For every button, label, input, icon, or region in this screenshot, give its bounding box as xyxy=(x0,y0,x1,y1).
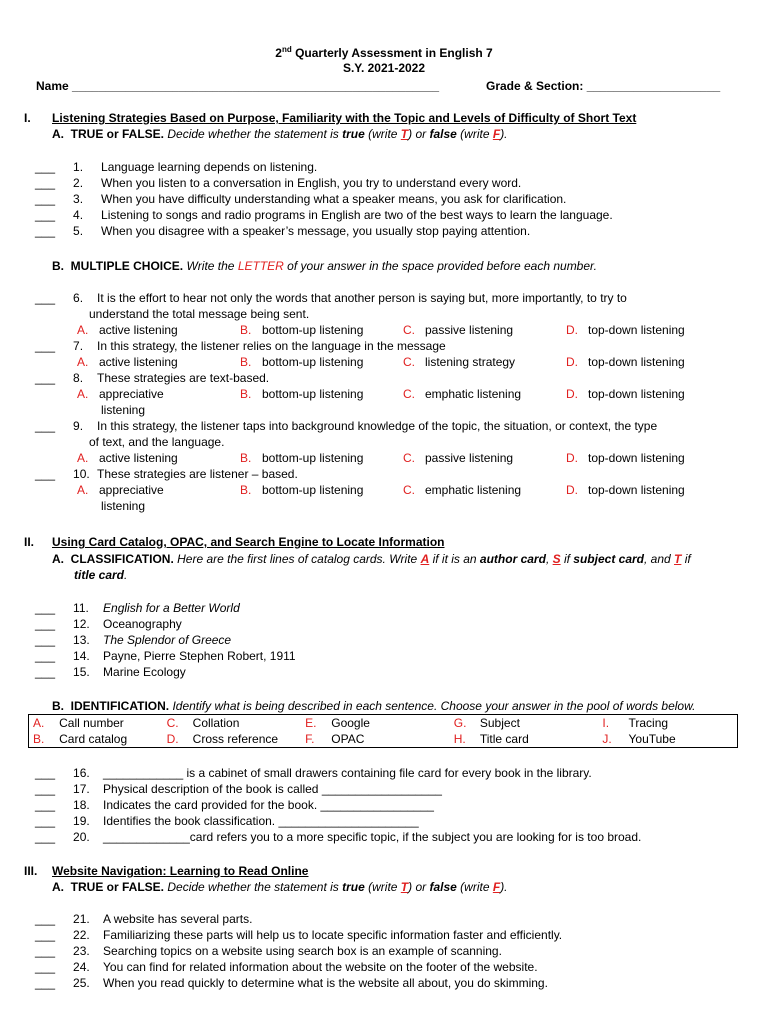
answer-blank[interactable]: ___ xyxy=(35,665,56,679)
choice-letter: B. xyxy=(240,451,252,465)
word-pool-letter: I. xyxy=(602,716,610,730)
question-text: Language learning depends on listening. xyxy=(101,160,318,174)
word-pool-letter: G. xyxy=(453,716,467,730)
section-2-title: Using Card Catalog, OPAC, and Search Engine to Locate Information xyxy=(52,535,445,549)
question-number: 18. xyxy=(73,798,90,812)
question-text: ____________ is a cabinet of small drawers containing file card for every book in the library. xyxy=(103,766,592,780)
word-pool-letter: B. xyxy=(33,732,45,746)
choice-text: passive listening xyxy=(425,451,514,465)
choice-option[interactable] xyxy=(240,450,363,466)
answer-blank[interactable]: ___ xyxy=(35,944,56,958)
question-text: _____________card refers you to a more specific topic, if the subject you are looking for is too broad. xyxy=(103,830,642,844)
answer-blank[interactable]: ___ xyxy=(35,814,56,828)
word-pool-letter: J. xyxy=(602,732,612,746)
section-1-number: I. xyxy=(24,111,31,125)
question-row xyxy=(35,338,446,354)
word-pool-row xyxy=(29,731,738,748)
choice-text: top-down listening xyxy=(588,355,685,369)
choice-letter: D. xyxy=(566,483,578,497)
question-row xyxy=(35,975,548,991)
question-row xyxy=(35,290,627,306)
word-pool-word: Title card xyxy=(479,732,529,746)
choice-option[interactable] xyxy=(240,322,363,338)
choice-option[interactable] xyxy=(566,450,685,466)
choice-option[interactable] xyxy=(240,386,363,402)
choice-text: bottom-up listening xyxy=(262,483,364,497)
word-pool-letter: C. xyxy=(166,716,179,730)
choice-option[interactable] xyxy=(77,386,164,402)
choice-option[interactable] xyxy=(566,354,685,370)
choice-text: active listening xyxy=(99,451,178,465)
question-row xyxy=(35,632,231,648)
question-row xyxy=(35,207,613,223)
section-3-part-a-instructions: A. TRUE or FALSE. Decide whether the statement is true (write T) or false (write F). xyxy=(52,880,508,894)
question-number: 9. xyxy=(73,419,84,433)
question-row xyxy=(35,418,657,434)
question-number: 13. xyxy=(73,633,90,647)
question-number: 19. xyxy=(73,814,90,828)
section-2-part-a-instructions-line2: title card. xyxy=(74,568,128,582)
choice-text: emphatic listening xyxy=(425,483,522,497)
answer-blank[interactable]: ___ xyxy=(35,766,56,780)
question-row xyxy=(35,943,502,959)
question-row xyxy=(35,159,317,175)
answer-blank[interactable]: ___ xyxy=(35,339,56,353)
question-text: Payne, Pierre Stephen Robert, 1911 xyxy=(103,649,296,663)
word-pool-word: Cross reference xyxy=(192,732,279,746)
section-2-part-a-instructions: A. CLASSIFICATION. Here are the first lines of catalog cards. Write A if it is an author card, S if subject card, and T if xyxy=(52,552,691,566)
answer-blank[interactable]: ___ xyxy=(35,617,56,631)
question-text: Listening to songs and radio programs in English are two of the best ways to learn the language. xyxy=(101,208,613,222)
question-number: 8. xyxy=(73,371,84,385)
choice-text: bottom-up listening xyxy=(262,387,364,401)
choice-text: bottom-up listening xyxy=(262,451,364,465)
word-pool-letter: H. xyxy=(453,732,466,746)
question-number: 23. xyxy=(73,944,90,958)
question-row xyxy=(35,765,592,781)
question-number: 7. xyxy=(73,339,84,353)
answer-blank[interactable]: ___ xyxy=(35,224,56,238)
choice-text: appreciative xyxy=(99,483,164,497)
question-number: 21. xyxy=(73,912,90,926)
question-row xyxy=(35,191,566,207)
question-text: Familiarizing these parts will help us to locate specific information faster and efficiently. xyxy=(103,928,563,942)
choice-letter: C. xyxy=(403,387,415,401)
question-row xyxy=(35,927,562,943)
choice-text: top-down listening xyxy=(588,387,685,401)
choice-text: emphatic listening xyxy=(425,387,522,401)
question-number: 10. xyxy=(73,467,90,481)
question-number: 17. xyxy=(73,782,90,796)
word-pool-word: YouTube xyxy=(628,732,676,746)
choice-text: appreciative xyxy=(99,387,164,401)
choice-option[interactable] xyxy=(77,354,178,370)
choice-letter: B. xyxy=(240,323,252,337)
choice-option[interactable] xyxy=(403,450,513,466)
choice-letter: C. xyxy=(403,451,415,465)
answer-blank[interactable]: ___ xyxy=(35,830,56,844)
choice-option[interactable] xyxy=(77,322,178,338)
choice-option[interactable] xyxy=(403,322,513,338)
question-row xyxy=(35,781,442,797)
choice-option[interactable] xyxy=(240,482,363,498)
choice-text: active listening xyxy=(99,323,178,337)
question-row xyxy=(35,616,182,632)
question-text: It is the effort to hear not only the words that another person is saying but, more importantly, to try to xyxy=(97,291,627,305)
choice-option[interactable] xyxy=(77,482,164,498)
question-number: 6. xyxy=(73,291,84,305)
section-3-title: Website Navigation: Learning to Read Online xyxy=(52,864,309,878)
answer-blank[interactable]: ___ xyxy=(35,782,56,796)
choice-text: listening strategy xyxy=(425,355,516,369)
choice-letter: D. xyxy=(566,355,578,369)
question-number: 20. xyxy=(73,830,90,844)
question-text: When you disagree with a speaker’s message, you usually stop paying attention. xyxy=(101,224,531,238)
choice-text: top-down listening xyxy=(588,451,685,465)
choice-option[interactable] xyxy=(403,386,521,402)
question-text: You can find for related information about the website on the footer of the website. xyxy=(103,960,538,974)
grade-section-field[interactable]: Grade & Section: ____________________ xyxy=(486,79,721,93)
question-number: 11. xyxy=(73,601,89,615)
answer-blank[interactable]: ___ xyxy=(35,976,56,990)
question-row xyxy=(35,959,538,975)
question-number: 14. xyxy=(73,649,90,663)
answer-blank[interactable]: ___ xyxy=(35,467,56,481)
answer-blank[interactable]: ___ xyxy=(35,176,56,190)
question-number: 24. xyxy=(73,960,90,974)
choice-letter: A. xyxy=(77,323,89,337)
choice-option[interactable] xyxy=(566,482,685,498)
section-3-number: III. xyxy=(24,864,38,878)
question-text: Oceanography xyxy=(103,617,182,631)
word-pool-word: Card catalog xyxy=(59,732,128,746)
word-pool-word: OPAC xyxy=(331,732,365,746)
choice-letter: B. xyxy=(240,355,252,369)
question-number: 3. xyxy=(73,192,84,206)
choice-option[interactable] xyxy=(566,322,685,338)
answer-blank[interactable]: ___ xyxy=(35,208,56,222)
question-number: 2. xyxy=(73,176,84,190)
answer-blank[interactable]: ___ xyxy=(35,192,56,206)
question-text-continued: of text, and the language. xyxy=(89,435,225,449)
word-pool-letter: D. xyxy=(166,732,179,746)
section-1-title: Listening Strategies Based on Purpose, Familiarity with the Topic and Levels of Difficulty of Short Text xyxy=(52,111,637,125)
word-pool-row xyxy=(29,715,738,732)
choice-text: bottom-up listening xyxy=(262,355,364,369)
answer-blank[interactable]: ___ xyxy=(35,928,56,942)
choice-letter: A. xyxy=(77,483,89,497)
question-text: The Splendor of Greece xyxy=(103,633,232,647)
question-row xyxy=(35,600,240,616)
choice-letter: D. xyxy=(566,323,578,337)
question-text: English for a Better World xyxy=(103,601,240,615)
question-row xyxy=(35,664,186,680)
question-text: In this strategy, the listener taps into background knowledge of the topic, the situation, or context, the type xyxy=(97,419,658,433)
word-pool-letter: E. xyxy=(305,716,317,730)
choice-text: top-down listening xyxy=(588,483,685,497)
section-1-part-a-instructions: A. TRUE or FALSE. Decide whether the statement is true (write T) or false (write F). xyxy=(52,127,508,141)
word-pool-word: Subject xyxy=(479,716,520,730)
question-text: These strategies are listener – based. xyxy=(97,467,298,481)
choice-text: top-down listening xyxy=(588,323,685,337)
choice-letter: A. xyxy=(77,355,89,369)
question-number: 5. xyxy=(73,224,84,238)
choice-letter: A. xyxy=(77,451,89,465)
question-text: Marine Ecology xyxy=(103,665,186,679)
question-text: In this strategy, the listener relies on the language in the message xyxy=(97,339,446,353)
choice-letter: D. xyxy=(566,451,578,465)
answer-blank[interactable]: ___ xyxy=(35,160,56,174)
question-number: 15. xyxy=(73,665,90,679)
question-text: When you listen to a conversation in English, you try to understand every word. xyxy=(101,176,522,190)
word-pool-letter: A. xyxy=(33,716,45,730)
question-text: Indicates the card provided for the book. _________________ xyxy=(103,798,434,812)
word-pool-word: Tracing xyxy=(628,716,669,730)
choice-option[interactable] xyxy=(77,450,178,466)
question-row xyxy=(35,829,641,845)
word-pool-word: Call number xyxy=(59,716,124,730)
choice-letter: C. xyxy=(403,483,415,497)
school-year: S.Y. 2021-2022 xyxy=(342,61,426,75)
answer-blank[interactable]: ___ xyxy=(35,798,56,812)
question-text: Identifies the book classification. _____________________ xyxy=(103,814,419,828)
question-number: 25. xyxy=(73,976,90,990)
answer-blank[interactable]: ___ xyxy=(35,371,56,385)
choice-text-continued: listening xyxy=(101,403,146,417)
question-number: 16. xyxy=(73,766,90,780)
word-pool-word: Google xyxy=(331,716,370,730)
answer-blank[interactable]: ___ xyxy=(35,291,56,305)
choice-text: passive listening xyxy=(425,323,514,337)
question-number: 1. xyxy=(73,160,84,174)
choice-option[interactable] xyxy=(403,354,515,370)
section-1-part-b-instructions: B. MULTIPLE CHOICE. Write the LETTER of your answer in the space provided before each number. xyxy=(52,259,597,273)
answer-blank[interactable]: ___ xyxy=(35,912,56,926)
word-pool-table xyxy=(28,714,738,748)
question-number: 22. xyxy=(73,928,90,942)
question-text: Searching topics on a website using search box is an example of scanning. xyxy=(103,944,502,958)
choice-text: active listening xyxy=(99,355,178,369)
choice-option[interactable] xyxy=(566,386,685,402)
question-text-continued: understand the total message being sent. xyxy=(89,307,310,321)
choice-text: bottom-up listening xyxy=(262,323,364,337)
word-pool-letter: F. xyxy=(305,732,315,746)
question-text: When you read quickly to determine what is the website all about, you do skimming. xyxy=(103,976,548,990)
question-text: These strategies are text-based. xyxy=(97,371,270,385)
section-2-number: II. xyxy=(24,535,35,549)
question-text: Physical description of the book is called __________________ xyxy=(103,782,442,796)
choice-letter: D. xyxy=(566,387,578,401)
choice-option[interactable] xyxy=(240,354,363,370)
choice-letter: C. xyxy=(403,355,415,369)
choice-option[interactable] xyxy=(403,482,521,498)
question-row xyxy=(35,911,252,927)
choice-letter: A. xyxy=(77,387,89,401)
choice-letter: B. xyxy=(240,387,252,401)
question-row xyxy=(35,797,434,813)
question-row xyxy=(35,175,521,191)
answer-blank[interactable]: ___ xyxy=(35,601,56,615)
question-row xyxy=(35,648,296,664)
question-number: 4. xyxy=(73,208,84,222)
question-number: 12. xyxy=(73,617,90,631)
name-field[interactable]: Name _______________________________________________________ xyxy=(36,79,440,93)
choice-letter: C. xyxy=(403,323,415,337)
answer-blank[interactable]: ___ xyxy=(35,633,56,647)
section-2-part-b-instructions: B. IDENTIFICATION. Identify what is being described in each sentence. Choose your answer in the pool of words below. xyxy=(52,699,696,713)
question-row xyxy=(35,370,269,386)
question-row xyxy=(35,813,419,829)
question-text: When you have difficulty understanding what a speaker means, you ask for clarification. xyxy=(101,192,567,206)
choice-text-continued: listening xyxy=(101,499,146,513)
question-row xyxy=(35,466,298,482)
answer-blank[interactable]: ___ xyxy=(35,960,56,974)
page-title: 2nd Quarterly Assessment in English 7 xyxy=(275,45,493,60)
choice-letter: B. xyxy=(240,483,252,497)
word-pool-word: Collation xyxy=(192,716,240,730)
question-row xyxy=(35,223,530,239)
answer-blank[interactable]: ___ xyxy=(35,419,56,433)
question-text: A website has several parts. xyxy=(103,912,253,926)
answer-blank[interactable]: ___ xyxy=(35,649,56,663)
